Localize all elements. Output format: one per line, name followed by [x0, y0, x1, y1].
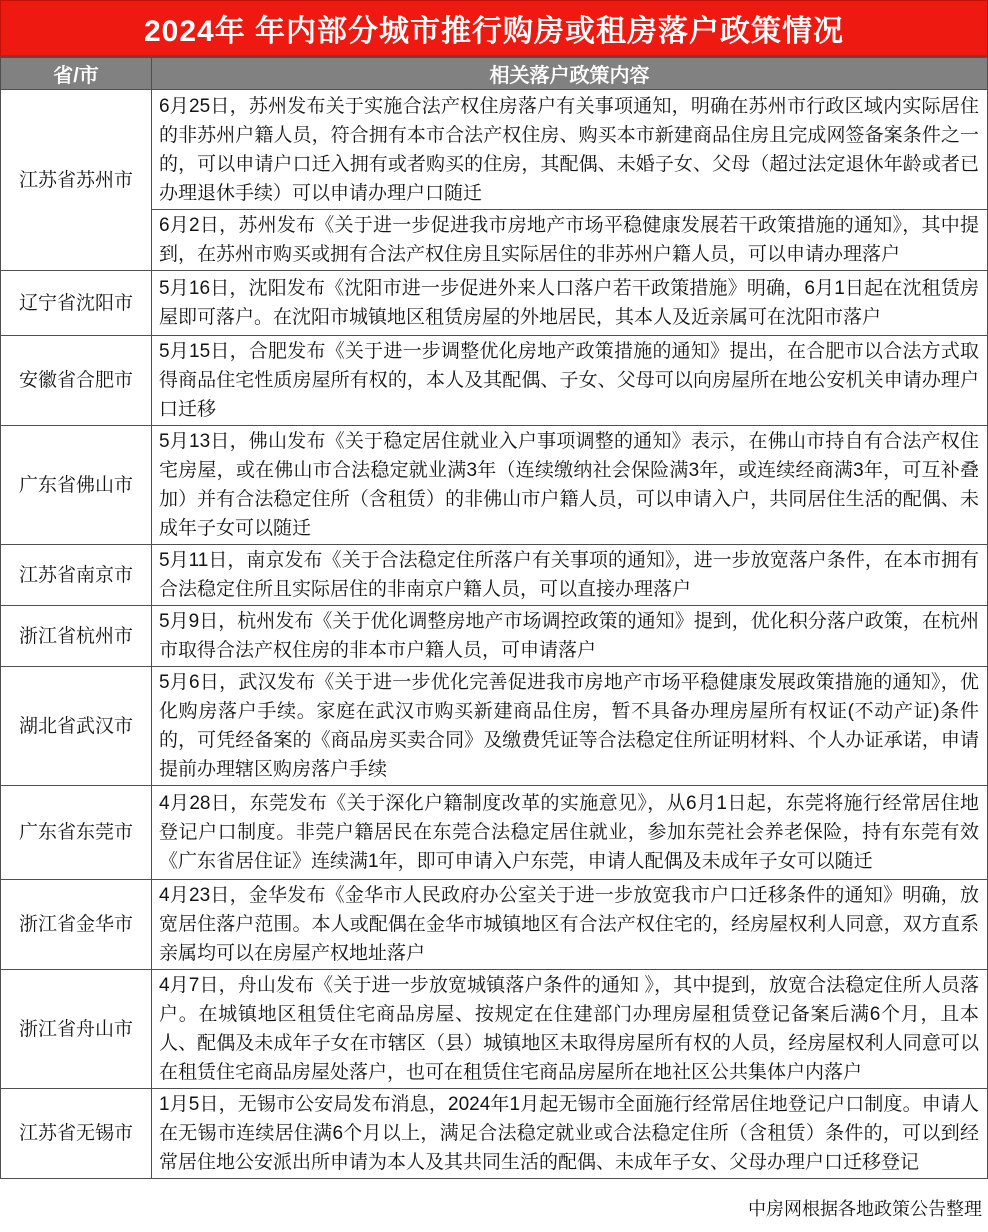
- city-cell: 广东省东莞市: [1, 786, 152, 880]
- column-header-city: 省/市: [1, 58, 152, 90]
- policy-cell: 5月13日，佛山发布《关于稳定居住就业入户事项调整的通知》表示，在佛山市持自有合法产权住宅房屋，或在佛山市合法稳定就业满3年（连续缴纳社会保险满3年，或连续经商满3年，可互补叠加）并有合法稳定住所（含租赁）的非佛山市户籍人员，可以申请入户，共同居住生活的配偶、未成年子女可以随迁: [152, 426, 988, 545]
- city-cell: 浙江省金华市: [1, 880, 152, 970]
- table-row: [1, 1089, 988, 1179]
- column-header-policy: 相关落户政策内容: [152, 58, 988, 90]
- table-header-row: [1, 58, 988, 90]
- table-row: [1, 786, 988, 880]
- city-cell: 辽宁省沈阳市: [1, 271, 152, 336]
- table-row: [1, 667, 988, 786]
- policy-cell: 1月5日，无锡市公安局发布消息，2024年1月起无锡市全面施行经常居住地登记户口制度。申请人在无锡市连续居住满6个月以上，满足合法稳定就业或合法稳定住所（含租赁）条件的，可以到经常居住地公安派出所申请为本人及其共同生活的配偶、未成年子女、父母办理户口迁移登记: [152, 1089, 988, 1179]
- policy-table: [0, 57, 988, 1179]
- table-row: [1, 271, 988, 336]
- policy-cell: 5月9日，杭州发布《关于优化调整房地产市场调控政策的通知》提到，优化积分落户政策，在杭州市取得合法产权住房的非本市户籍人员，可申请落户: [152, 606, 988, 667]
- table-row: [1, 336, 988, 426]
- table-row: [1, 970, 988, 1089]
- policy-cell: 5月11日，南京发布《关于合法稳定住所落户有关事项的通知》，进一步放宽落户条件，在本市拥有合法稳定住所且实际居住的非南京户籍人员，可以直接办理落户: [152, 545, 988, 606]
- city-cell: 江苏省苏州市: [1, 90, 152, 271]
- table-body: [1, 90, 988, 1179]
- policy-cell: 5月15日，合肥发布《关于进一步调整优化房地产政策措施的通知》提出，在合肥市以合法方式取得商品住宅性质房屋所有权的，本人及其配偶、子女、父母可以向房屋所在地公安机关申请办理户口迁移: [152, 336, 988, 426]
- city-cell: 湖北省武汉市: [1, 667, 152, 786]
- policy-cell: 5月6日，武汉发布《关于进一步优化完善促进我市房地产市场平稳健康发展政策措施的通知》，优化购房落户手续。家庭在武汉市购买新建商品住房，暂不具备办理房屋所有权证(不动产证)条件的，可凭经备案的《商品房买卖合同》及缴费凭证等合法稳定住所证明材料、个人办证承诺，申请提前办理辖区购房落户手续: [152, 667, 988, 786]
- table-row: [1, 880, 988, 970]
- city-cell: 浙江省舟山市: [1, 970, 152, 1089]
- policy-cell: 4月28日，东莞发布《关于深化户籍制度改革的实施意见》，从6月1日起，东莞将施行经常居住地登记户口制度。非莞户籍居民在东莞合法稳定居住就业，参加东莞社会养老保险，持有东莞有效《广东省居住证》连续满1年，即可申请入户东莞，申请人配偶及未成年子女可以随迁: [152, 786, 988, 880]
- policy-cell: 6月25日，苏州发布关于实施合法产权住房落户有关事项通知，明确在苏州市行政区域内实际居住的非苏州户籍人员，符合拥有本市合法产权住房、购买本市新建商品住房且完成网签备案条件之一的，可以申请户口迁入拥有或者购买的住房，其配偶、未婚子女、父母（超过法定退休年龄或者已办理退休手续）可以申请办理户口随迁: [152, 90, 988, 210]
- page-title: 2024年 年内部分城市推行购房或租房落户政策情况: [0, 0, 988, 57]
- city-cell: 江苏省南京市: [1, 545, 152, 606]
- city-cell: 广东省佛山市: [1, 426, 152, 545]
- table-row: [1, 90, 988, 210]
- policy-cell: 4月7日，舟山发布《关于进一步放宽城镇落户条件的通知 》，其中提到，放宽合法稳定住所人员落户。在城镇地区租赁住宅商品房屋、按规定在住建部门办理房屋租赁登记备案后满6个月，且本人、配偶及未成年子女在市辖区（县）城镇地区未取得房屋所有权的人员，经房屋权利人同意可以在租赁住宅商品房屋处落户，也可在租赁住宅商品房屋所在地社区公共集体户内落户: [152, 970, 988, 1089]
- policy-cell: 5月16日，沈阳发布《沈阳市进一步促进外来人口落户若干政策措施》明确，6月1日起在沈租赁房屋即可落户。在沈阳市城镇地区租赁房屋的外地居民，其本人及近亲属可在沈阳市落户: [152, 271, 988, 336]
- table-row: [1, 545, 988, 606]
- policy-cell: 6月2日，苏州发布《关于进一步促进我市房地产市场平稳健康发展若干政策措施的通知》，其中提到，在苏州市购买或拥有合法产权住房且实际居住的非苏州户籍人员，可以申请办理落户: [152, 210, 988, 271]
- city-cell: 江苏省无锡市: [1, 1089, 152, 1179]
- source-note: 中房网根据各地政策公告整理: [748, 1199, 982, 1219]
- policy-cell: 4月23日，金华发布《金华市人民政府办公室关于进一步放宽我市户口迁移条件的通知》明确，放宽居住落户范围。本人或配偶在金华市城镇地区有合法产权住宅的，经房屋权利人同意，双方直系亲属均可以在房屋产权地址落户: [152, 880, 988, 970]
- table-row: [1, 606, 988, 667]
- table-row: [1, 426, 988, 545]
- city-cell: 浙江省杭州市: [1, 606, 152, 667]
- city-cell: 安徽省合肥市: [1, 336, 152, 426]
